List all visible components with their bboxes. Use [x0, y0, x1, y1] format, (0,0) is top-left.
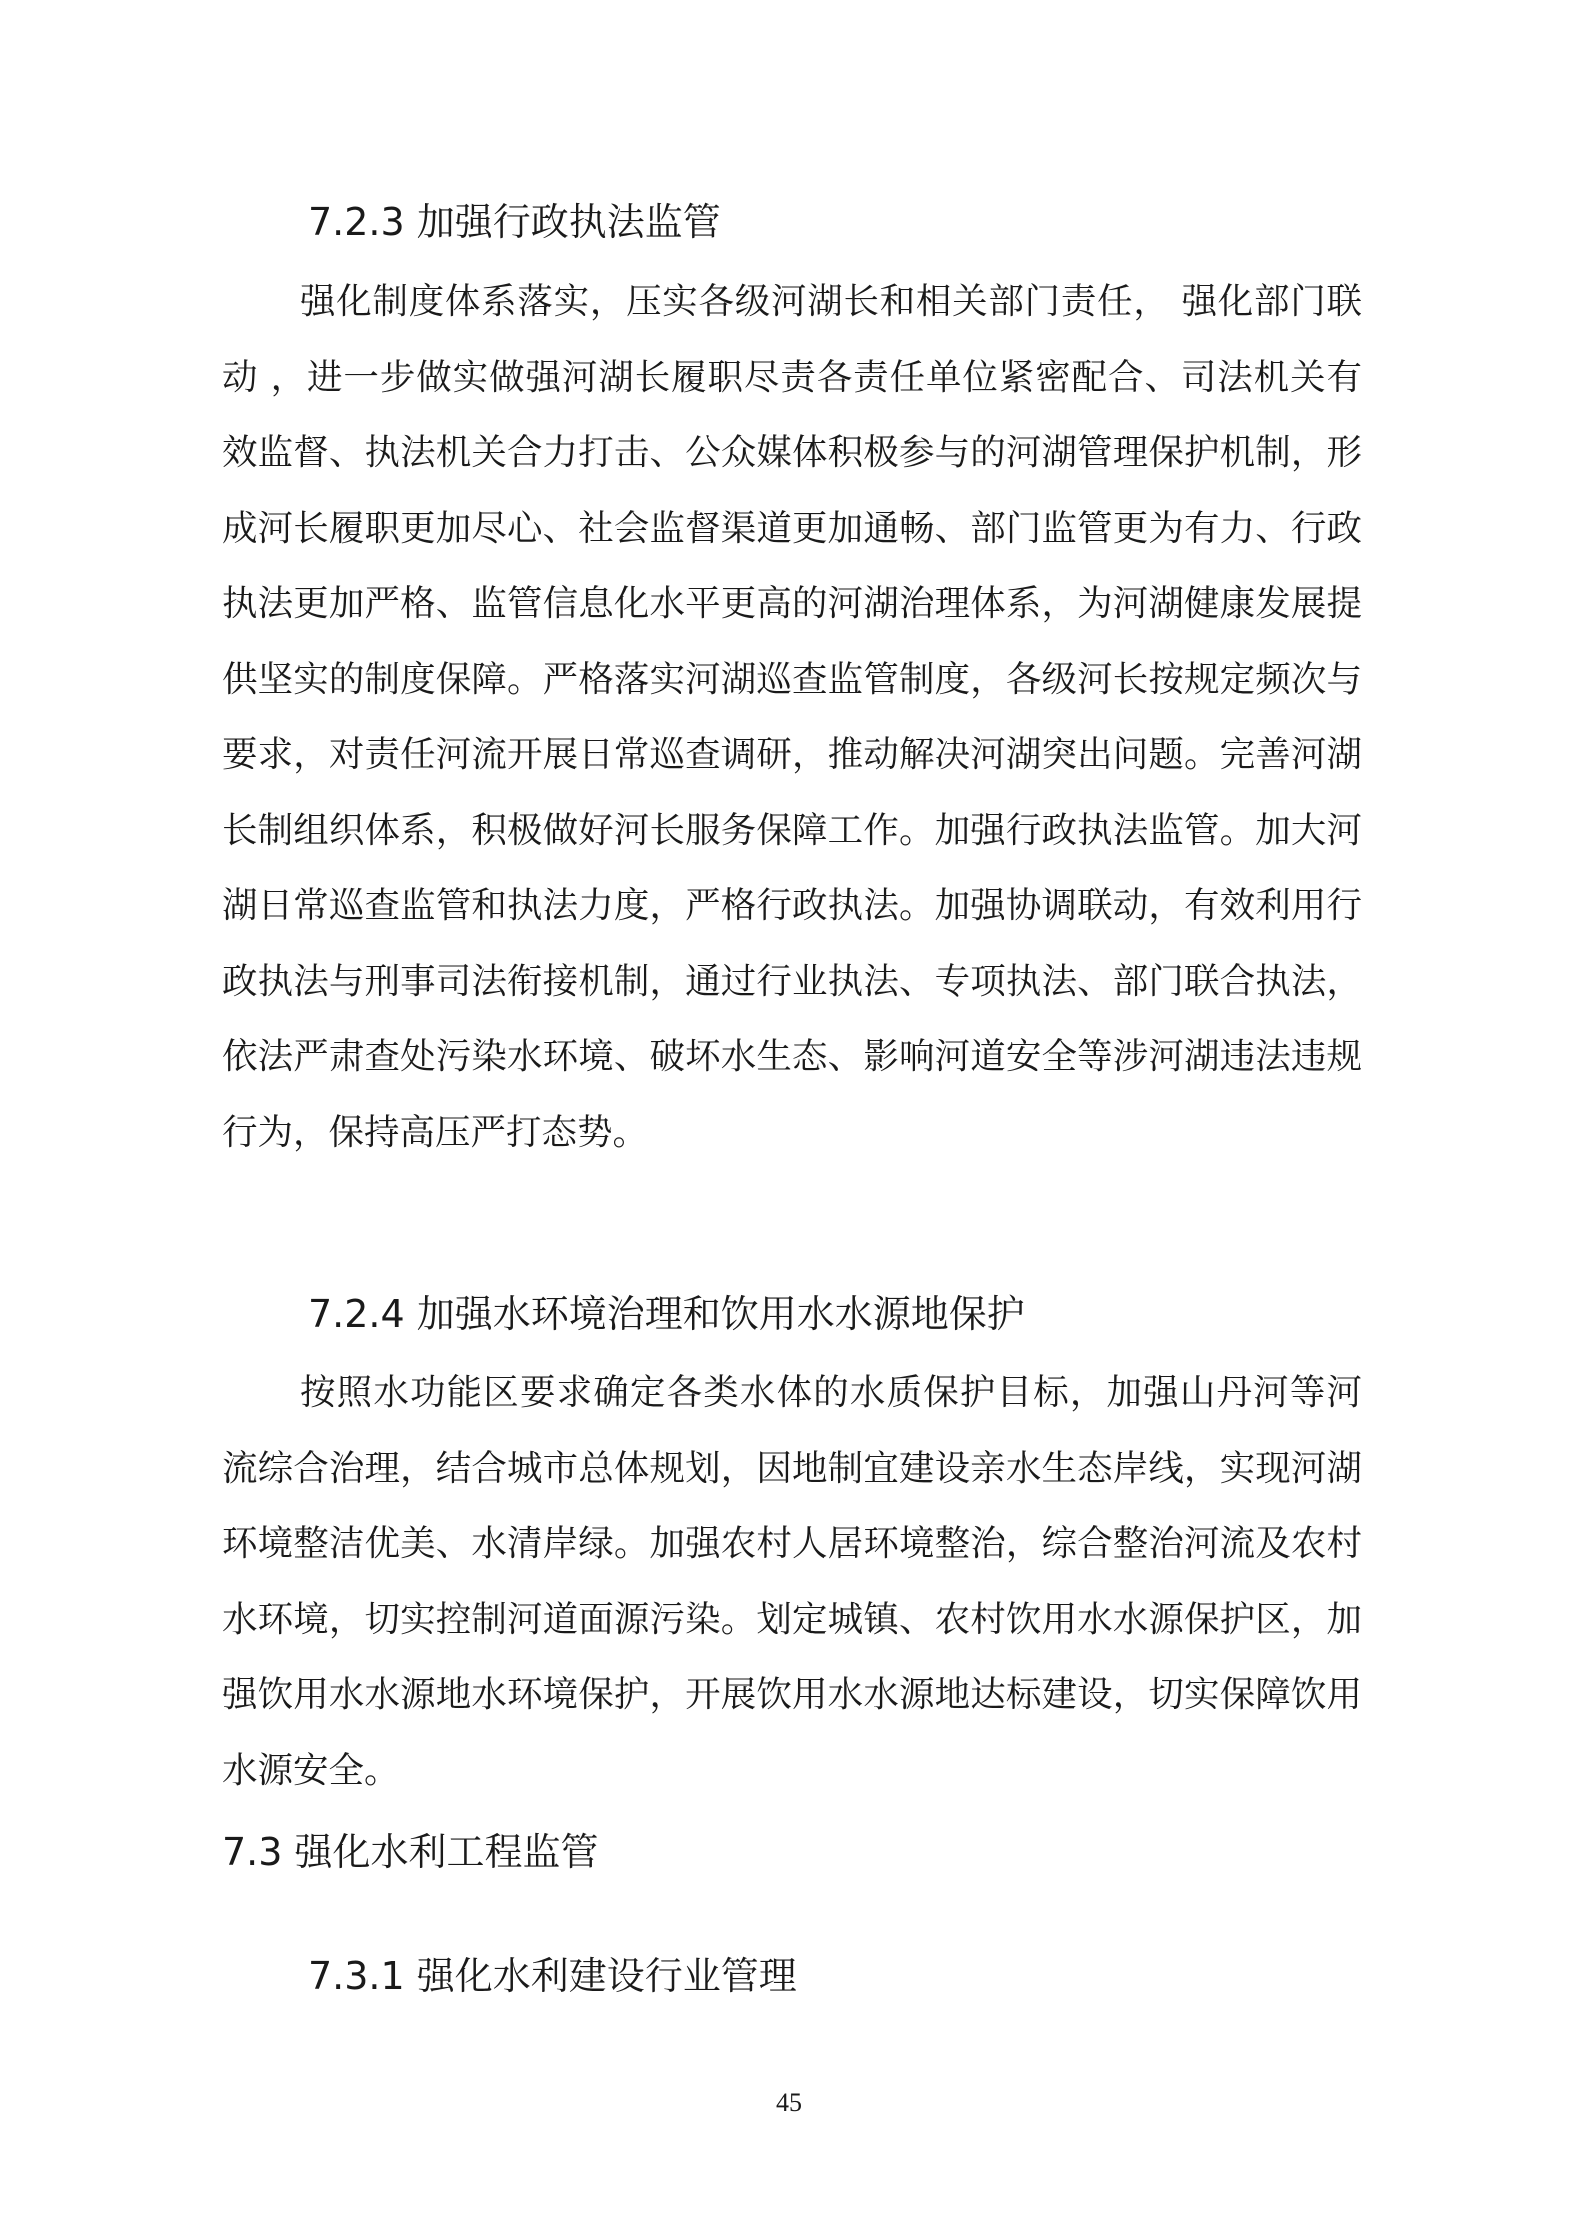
section-heading-7-2-4: 7.2.4 加强水环境治理和饮用水水源地保护	[308, 1292, 1025, 1336]
section-heading-7-3-1: 7.3.1 强化水利建设行业管理	[308, 1954, 797, 1998]
section-heading-7-2-3: 7.2.3 加强行政执法监管	[308, 200, 721, 244]
section-paragraph-7-2-4: 按照水功能区要求确定各类水体的水质保护目标，加强山丹河等河流综合治理，结合城市总体规划，因地制宜建设亲水生态岸线，实现河湖环境整洁优美、水清岸绿。加强农村人居环境整治，综合整治河流及农村水环境，切实控制河道面源污染。划定城镇、农村饮用水水源保护区，加强饮用水水源地水环境保护，开展饮用水水源地达标建设，切实保障饮用水源安全。	[222, 1372, 1362, 1791]
page-number: 45	[776, 2088, 802, 2117]
section-heading-7-3: 7.3 强化水利工程监管	[222, 1830, 599, 1874]
section-paragraph-7-2-3: 强化制度体系落实，压实各级河湖长和相关部门责任， 强化部门联动 ，进一步做实做强河湖长履职尽责各责任单位紧密配合、司法机关有效监督、执法机关合力打击、公众媒体积极参与的河湖管理保护机制，形成河长履职更加尽心、社会监督渠道更加通畅、部门监管更为有力、行政执法更加严格、监管信息化水平更高的河湖治理体系，为河湖健康发展提供坚实的制度保障。严格落实河湖巡查监管制度，各级河长按规定频次与要求，对责任河流开展日常巡查调研，推动解决河湖突出问题。完善河湖长制组织体系，积极做好河长服务保障工作。加强行政执法监管。加大河湖日常巡查监管和执法力度，严格行政执法。加强协调联动，有效利用行政执法与刑事司法衔接机制，通过行业执法、专项执法、部门联合执法，依法严肃查处污染水环境、破坏水生态、影响河道安全等涉河湖违法违规行为，保持高压严打态势。	[222, 281, 1362, 1153]
